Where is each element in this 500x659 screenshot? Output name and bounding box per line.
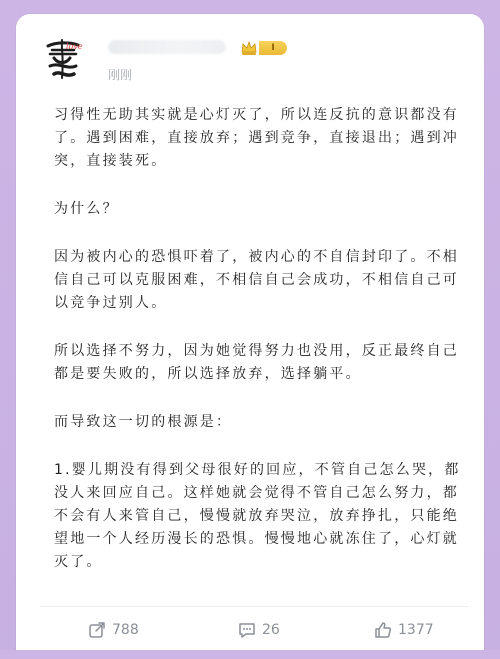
paragraph: 习得性无助其实就是心灯灭了，所以连反抗的意识都没有了。遇到困难，直接放弃；遇到竞争，直接退出；遇到冲突，直接装死。 <box>54 107 459 169</box>
love-calligraphy-avatar-icon <box>40 36 86 82</box>
thumbs-up-icon <box>374 621 392 639</box>
post-time: 刚刚 <box>108 68 133 82</box>
share-count: 788 <box>112 622 139 638</box>
paragraph: 为什么？ <box>54 201 119 217</box>
svg-text:love: love <box>66 42 83 51</box>
username-blurred[interactable] <box>108 40 226 54</box>
level-badge <box>240 40 287 56</box>
comment-count: 26 <box>262 622 280 638</box>
post-header <box>40 30 460 84</box>
comment-button[interactable] <box>238 616 280 644</box>
avatar[interactable] <box>40 36 86 82</box>
paragraph: 1.婴儿期没有得到父母很好的回应，不管自己怎么哭，都没人来回应自己。这样她就会觉得不管自己怎么努力，都不会有人来管自己，慢慢就放弃哭泣，放弃挣扎，只能绝望地一个人经历漫长的恐惧。慢慢地心就冻住了，心灯就灭了。 <box>54 462 461 570</box>
action-bar <box>0 616 500 644</box>
divider <box>40 606 468 607</box>
share-button[interactable] <box>88 616 139 644</box>
crown-icon <box>240 40 258 56</box>
paragraph: 因为被内心的恐惧吓着了，被内心的不自信封印了。不相信自己可以克服困难，不相信自己会成功，不相信自己可以竞争过别人。 <box>54 249 459 311</box>
bottom-frame-strip <box>0 650 500 659</box>
level-text: I <box>259 41 287 55</box>
share-icon <box>88 621 106 639</box>
comment-icon <box>238 621 256 639</box>
paragraph: 而导致这一切的根源是： <box>54 414 233 430</box>
like-count: 1377 <box>398 622 434 638</box>
like-button[interactable] <box>374 616 434 644</box>
paragraph: 所以选择不努力，因为她觉得努力也没用，反正最终自己都是要失败的，所以选择放弃，选择躺平。 <box>54 343 459 382</box>
post-content <box>54 104 464 599</box>
